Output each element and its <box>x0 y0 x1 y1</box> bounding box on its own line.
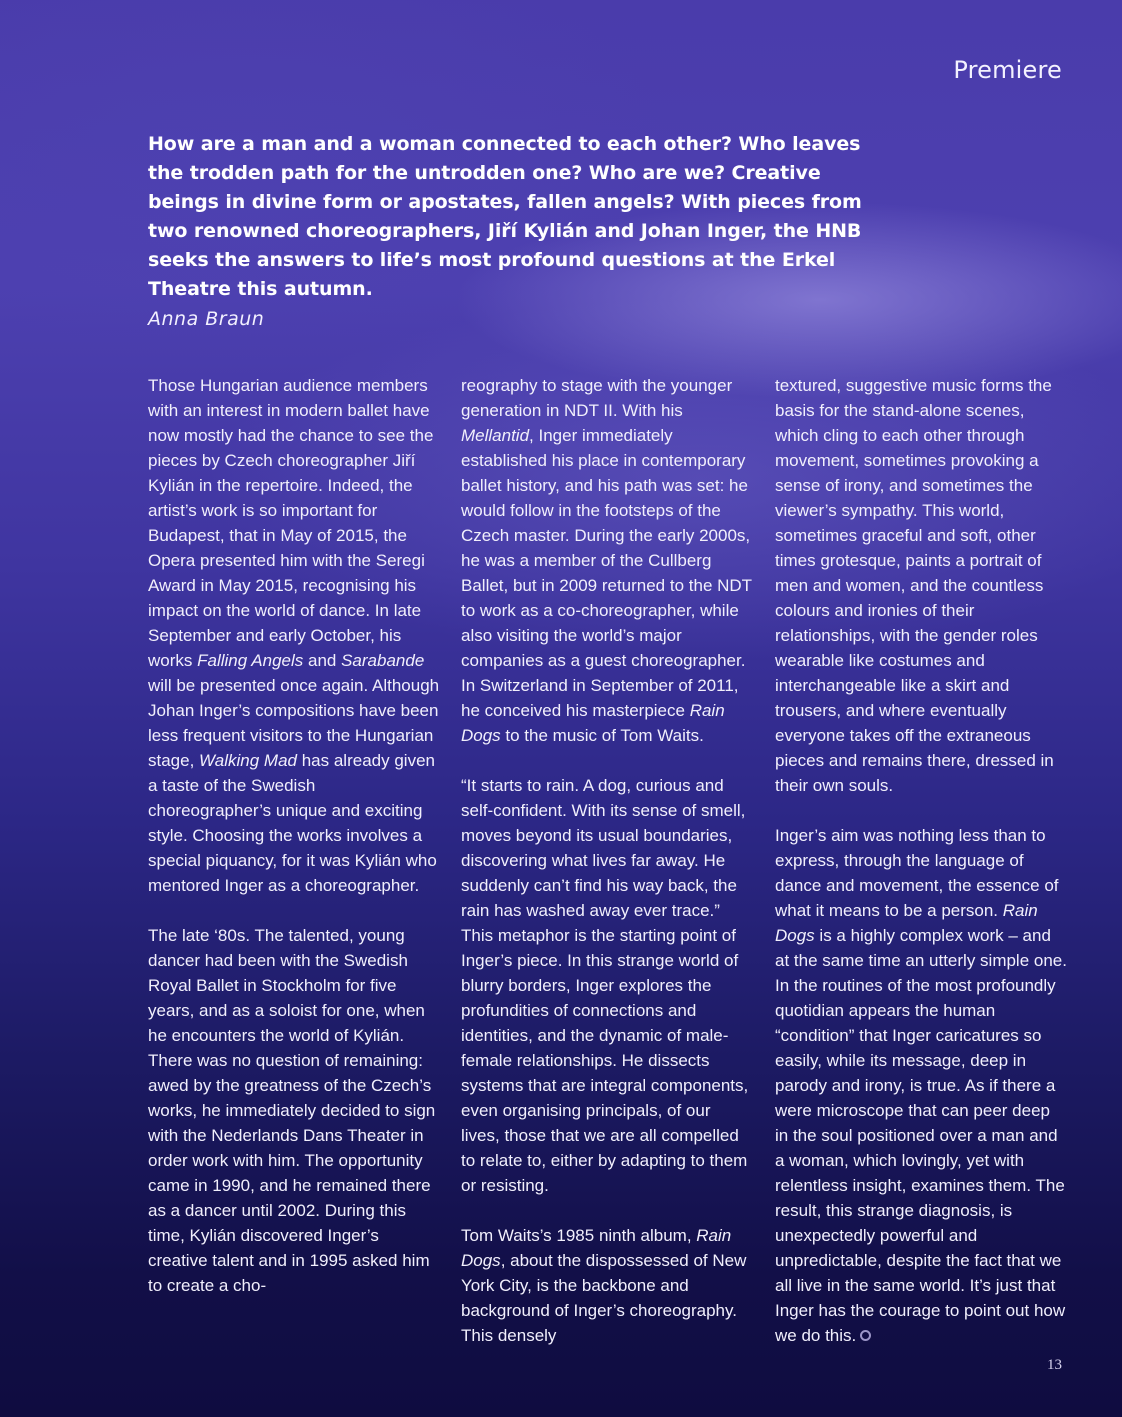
author-byline: Anna Braun <box>148 308 265 330</box>
text-column-2 <box>461 373 753 1348</box>
paragraph: “It starts to rain. A dog, curious and self-confident. With its sense of smell, moves beyond its usual boundaries, discovering what lives far away. He suddenly can’t find his way back, the rain has washed away ever trace.” This metaphor is the starting point of Inger’s piece. In this strange world of blurry borders, Inger explores the profundities of connections and identities, and the dynamic of male-female relationships. He dissects systems that are integral components, even organising principals, of our lives, those that we are all compelled to relate to, either by adapting to them or resisting. <box>461 776 749 1195</box>
page-number: 13 <box>1047 1357 1062 1373</box>
paragraph: Tom Waits’s 1985 ninth album, Rain Dogs, about the dispossessed of New York City, is the backbone and background of Inger’s choreography. This densely <box>461 1226 747 1345</box>
paragraph: Those Hungarian audience members with an interest in modern ballet have now mostly had the chance to see the pieces by Czech choreographer Jiří Kylián in the repertoire. Indeed, the artist’s work is so important for Budapest, that in May of 2015, the Opera presented him with the Seregi Award in May 2015, recognising his impact on the world of dance. In late September and early October, his works Falling Angels and Sarabande will be presented once again. Although Johan Inger’s compositions have been less frequent visitors to the Hungarian stage, Walking Mad has already given a taste of the Swedish choreographer’s unique and exciting style. Choosing the works involves a special piquancy, for it was Kylián who mentored Inger as a choreographer. <box>148 376 440 895</box>
paragraph: reography to stage with the younger generation in NDT II. With his Mellantid, Inger immediately established his place in contemporary ballet history, and his path was set: he would follow in the footsteps of the Czech master. During the early 2000s, he was a member of the Cullberg Ballet, but in 2009 returned to the NDT to work as a co-choreographer, while also visiting the world’s major companies as a guest choreographer. In Switzerland in September of 2011, he conceived his masterpiece Rain Dogs to the music of Tom Waits. <box>461 376 752 745</box>
article-intro <box>148 130 868 334</box>
text-column-1 <box>148 373 440 1298</box>
paragraph: textured, suggestive music forms the basis for the stand-alone scenes, which cling to each other through movement, sometimes provoking a sense of irony, and sometimes the viewer’s sympathy. This world, sometimes graceful and soft, other times grotesque, paints a portrait of men and women, and the countless colours and ironies of their relationships, with the gender roles wearable like costumes and interchangeable like a skirt and trousers, and where eventually everyone takes off the extraneous pieces and remains there, dressed in their own souls. <box>775 376 1054 795</box>
section-label: Premiere <box>953 56 1062 84</box>
paragraph: Inger’s aim was nothing less than to express, through the language of dance and movement, the essence of what it means to be a person. Rain Dogs is a highly complex work – and at the same time an utterly simple one. In the routines of the most profoundly quotidian appears the human “condition” that Inger caricatures so easily, while its message, deep in parody and irony, is true. As if there a were microscope that can peer deep in the soul positioned over a man and a woman, which lovingly, yet with relentless insight, examines them. The result, this strange diagnosis, is unexpectedly powerful and unpredictable, despite the fact that we all live in the same world. It’s just that Inger has the courage to point out how we do this. <box>775 826 1067 1345</box>
text-column-3 <box>775 373 1067 1348</box>
standfirst: How are a man and a woman connected to each other? Who leaves the trodden path for the untrodden one? Who are we? Creative beings in divine form or apostates, fallen angels? With pieces from two renowned choreographers, Jiří Kylián and Johan Inger, the HNB seeks the answers to life’s most profound questions at the Erkel Theatre this autumn. <box>148 133 862 300</box>
end-of-article-icon <box>860 1330 871 1341</box>
paragraph: The late ‘80s. The talented, young dancer had been with the Swedish Royal Ballet in Stockholm for five years, and as a soloist for one, when he encounters the world of Kylián. There was no question of remaining: awed by the greatness of the Czech’s works, he immediately decided to sign with the Nederlands Dans Theater in order work with him. The opportunity came in 1990, and he remained there as a dancer until 2002. During this time, Kylián discovered Inger’s creative talent and in 1995 asked him to create a cho- <box>148 926 436 1295</box>
